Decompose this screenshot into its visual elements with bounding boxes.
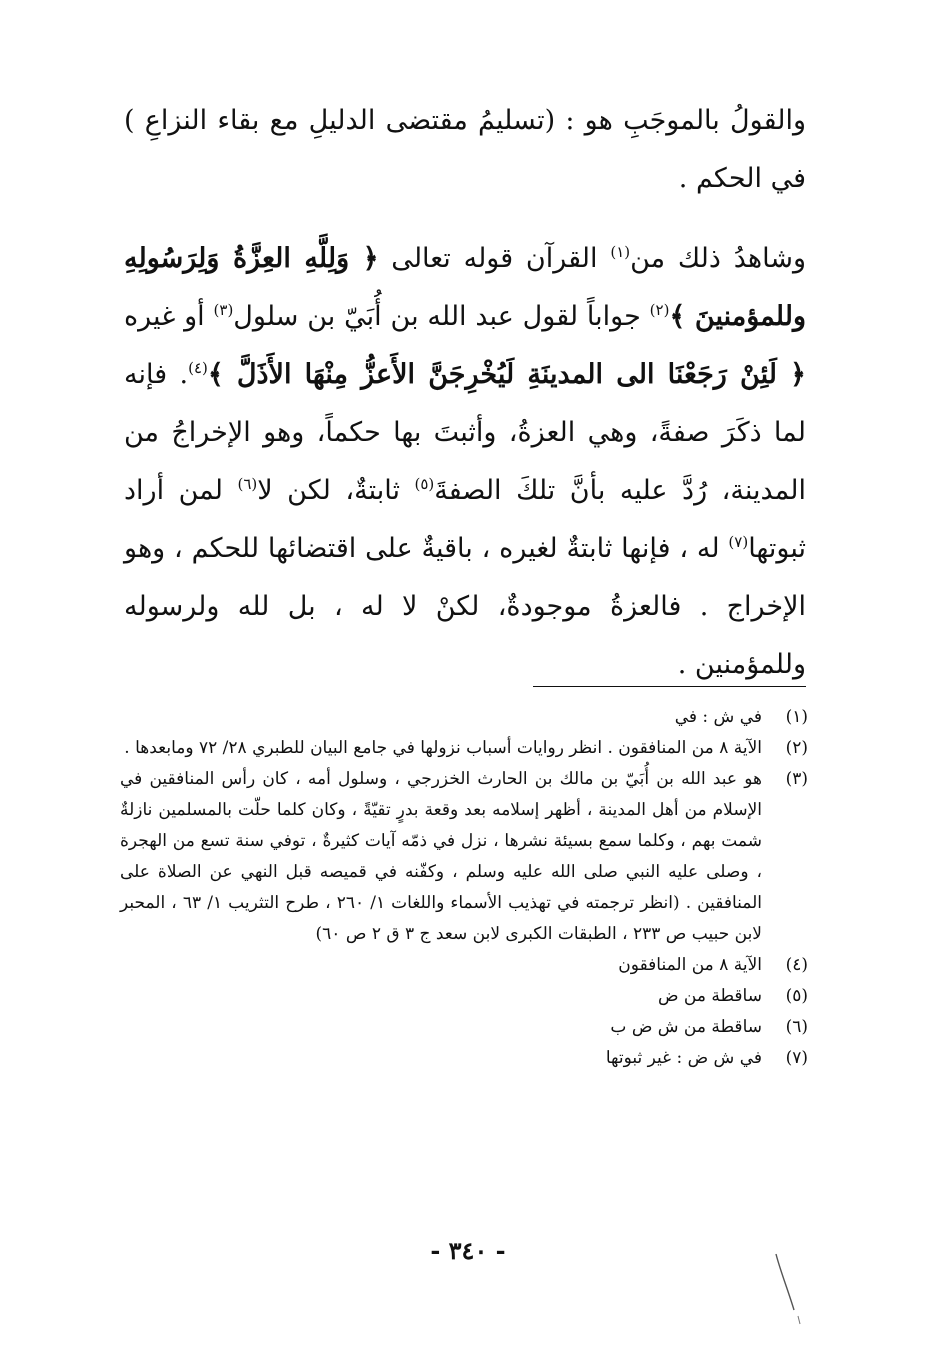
page-number: - ٣٤٠ - [430, 1236, 506, 1265]
footnote-ref-2[interactable]: (٢) [649, 301, 670, 319]
footnote-number: (١) [785, 707, 808, 727]
footnote [120, 764, 808, 950]
footnote-number: (٥) [785, 986, 808, 1006]
text-run: . فإنه لما ذكَرَ صفةً، وهي العزةُ، وأثبتَ بها حكماً، وهو الإخراجُ من المدينة، رُدَّ عليه بأنَّ تلكَ الصفةَ [124, 359, 806, 506]
footnote [120, 1043, 808, 1074]
main-text [124, 92, 806, 694]
footnote [120, 733, 808, 764]
quran-verse-2: لَئِنْ رَجَعْنَا الى المدينَةِ لَيُخْرِجَنَّ الأَعزُّ مِنْهَا الأَذَلَّ [236, 359, 777, 390]
quran-verse-1: وَلِلَّهِ العِزَّةُ وَلِرَسُولِهِ وللمؤمنينَ [124, 243, 806, 332]
footnote-number: (٤) [785, 955, 808, 975]
footnote-ref-5[interactable]: (٥) [414, 475, 435, 493]
footnote-text: الآية ٨ من المنافقون . انظر روايات أسباب نزولها في جامع البيان للطبري ٢٨/ ٧٢ ومابعدها . [124, 738, 762, 758]
footnote-ref-1[interactable]: (١) [610, 243, 631, 261]
footnote-text: ساقطة من ش ض ب [610, 1017, 762, 1037]
paragraph-evidence [124, 230, 806, 694]
text-run: أو غيره [124, 301, 214, 332]
text-run: وشاهدُ ذلك من [630, 243, 806, 274]
footnote-number: (٢) [785, 738, 808, 758]
text-run: جواباً لقول عبد الله بن أُبَيّ بن سلول [233, 301, 650, 332]
footnote-number: (٣) [785, 769, 808, 789]
quran-bracket-open: ﴿ [349, 243, 379, 274]
footnote-ref-3[interactable]: (٣) [213, 301, 234, 319]
footnote [120, 950, 808, 981]
text-run: القرآن قوله تعالى [378, 243, 611, 274]
quran-bracket-open: ﴿ [776, 359, 806, 390]
quran-bracket-close: ﴾ [669, 301, 695, 332]
paragraph-definition: والقولُ بالموجَبِ هو : (تسليمُ مقتضى الدليلِ مع بقاء النزاعِ ) في الحكم . [124, 105, 806, 194]
footnote-number: (٧) [785, 1048, 808, 1068]
footnote-text: ساقطة من ض [657, 986, 762, 1006]
text-run: ثابتةٌ، لكن لا [257, 475, 415, 506]
footnote [120, 1012, 808, 1043]
footnote-ref-7[interactable]: (٧) [728, 533, 749, 551]
footnotes-list [120, 702, 808, 1074]
margin-pen-mark [768, 1250, 808, 1330]
footnote-divider [533, 686, 806, 687]
text-run: لمن أراد ثبوتها [124, 475, 806, 564]
footnote [120, 981, 808, 1012]
footnote [120, 702, 808, 733]
quran-bracket-close: ﴾ [207, 359, 237, 390]
footnote-ref-4[interactable]: (٤) [188, 359, 208, 377]
footnote-text: هو عبد الله بن أُبَيّ بن مالك بن الحارث الخزرجي ، وسلول أمه ، كان رأس المنافقين في الإسلام من أهل المدينة ، أظهر إسلامه بعد وقعة بدرٍ تقيّةً ، وكان كلما حلّت بالمسلمين نازلةٌ شمت بهم ، وكلما سمع بسيئة نشرها ، نزل في ذمّه آيات كثيرةٌ ، توفي سنة تسع من الهجرة ، وصلى عليه النبي صلى الله عليه وسلم ، وكفّنه في قميصه قبل النهي عن الصلاة على المنافقين . (انظر ترجمته في تهذيب الأسماء واللغات ١/ ٢٦٠ ، طرح التثريب ١/ ٦٣ ، المحبر لابن حبيب ص ٢٣٣ ، الطبقات الكبرى لابن سعد ج ٣ ق ٢ ص ٦٠) [120, 769, 763, 944]
footnote-ref-6[interactable]: (٦) [237, 475, 258, 493]
text-run: له ، فإنها ثابتةٌ لغيره ، باقيةٌ على اقتضائها للحكم ، وهو الإخراج . فالعزةُ موجودةٌ، لكنْ لا له ، بل لله ولرسوله وللمؤمنين . [124, 533, 806, 680]
footnote-text: في ش ض : غير ثبوتها [605, 1048, 762, 1068]
footnote-text: في ش : في [674, 707, 762, 727]
footnote-text: الآية ٨ من المنافقون [618, 955, 762, 975]
footnote-number: (٦) [785, 1017, 808, 1037]
